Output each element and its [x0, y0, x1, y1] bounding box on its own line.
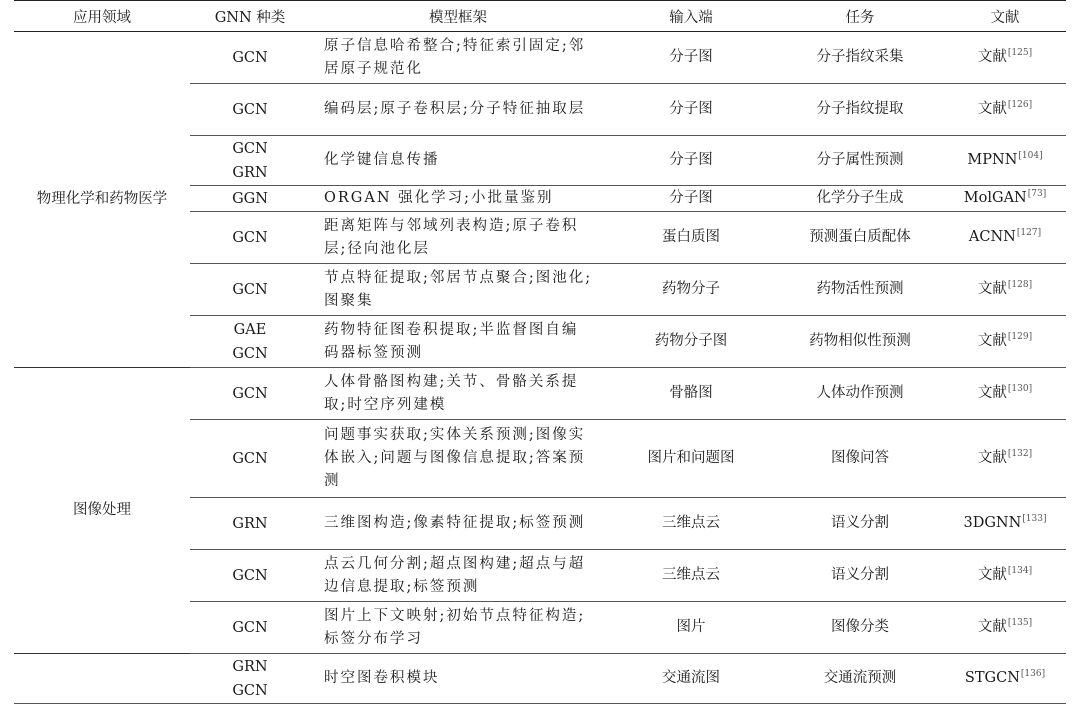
task-cell: 药物相似性预测 — [776, 316, 944, 368]
model-framework-cell: ORGAN 强化学习;小批量鉴别 — [310, 186, 606, 212]
table-body — [14, 32, 1066, 704]
task-cell: 预测蛋白质配体 — [776, 212, 944, 264]
task-cell: 语义分割 — [776, 498, 944, 550]
model-framework-cell: 时空图卷积模块 — [310, 654, 606, 704]
reference-text: 文献 — [977, 49, 1007, 65]
citation-number: [127] — [1016, 228, 1042, 238]
input-cell: 三维点云 — [606, 550, 776, 602]
model-framework-cell: 节点特征提取;邻居节点聚合;图池化;图聚集 — [310, 264, 606, 316]
table-row — [14, 368, 1066, 420]
gnn-type-label: GCN — [232, 619, 268, 636]
gnn-type-label: GCN — [232, 385, 268, 402]
reference-text: 文献 — [977, 281, 1007, 297]
reference-cell — [944, 32, 1066, 84]
gnn-type-label: GCN — [232, 682, 268, 699]
application-area-cell — [14, 654, 190, 704]
header-model-framework: 模型框架 — [310, 1, 606, 32]
input-cell: 分子图 — [606, 84, 776, 136]
citation-number: [126] — [1007, 100, 1033, 110]
reference-text: 文献 — [977, 385, 1007, 401]
citation-number: [132] — [1007, 449, 1033, 459]
gnn-type-cell — [190, 420, 310, 498]
task-cell: 图像问答 — [776, 420, 944, 498]
model-framework-cell: 距离矩阵与邻域列表构造;原子卷积层;径向池化层 — [310, 212, 606, 264]
task-cell: 人体动作预测 — [776, 368, 944, 420]
reference-text: 文献 — [977, 101, 1007, 117]
gnn-type-label: GCN — [232, 345, 268, 362]
input-cell: 三维点云 — [606, 498, 776, 550]
input-cell: 分子图 — [606, 32, 776, 84]
input-cell: 骨骼图 — [606, 368, 776, 420]
gnn-type-label: GRN — [232, 164, 268, 181]
input-cell: 图片 — [606, 602, 776, 654]
gnn-type-cell — [190, 498, 310, 550]
citation-number: [125] — [1007, 48, 1033, 58]
citation-number: [133] — [1022, 514, 1047, 524]
gnn-type-label: GRN — [232, 658, 268, 675]
reference-text: MPNN — [967, 152, 1018, 168]
reference-text: 文献 — [977, 450, 1007, 466]
task-cell: 化学分子生成 — [776, 186, 944, 212]
task-cell: 分子属性预测 — [776, 136, 944, 186]
reference-text: 文献 — [977, 567, 1007, 583]
gnn-application-table — [14, 0, 1066, 704]
input-cell: 分子图 — [606, 136, 776, 186]
reference-cell — [944, 84, 1066, 136]
gnn-type-label: GCN — [232, 281, 268, 298]
reference-cell — [944, 368, 1066, 420]
model-framework-cell: 图片上下文映射;初始节点特征构造;标签分布学习 — [310, 602, 606, 654]
input-cell: 交通流图 — [606, 654, 776, 704]
gnn-type-label: GGN — [232, 190, 268, 207]
gnn-type-cell — [190, 212, 310, 264]
model-framework-cell: 三维图构造;像素特征提取;标签预测 — [310, 498, 606, 550]
reference-text: 文献 — [977, 619, 1007, 635]
model-framework-cell: 药物特征图卷积提取;半监督图自编码器标签预测 — [310, 316, 606, 368]
task-cell: 语义分割 — [776, 550, 944, 602]
reference-cell — [944, 654, 1066, 704]
gnn-type-cell — [190, 316, 310, 368]
gnn-type-cell — [190, 32, 310, 84]
gnn-type-cell — [190, 654, 310, 704]
task-cell: 分子指纹提取 — [776, 84, 944, 136]
input-cell: 图片和问题图 — [606, 420, 776, 498]
gnn-type-label: GAE — [233, 321, 267, 338]
reference-cell — [944, 316, 1066, 368]
task-cell: 交通流预测 — [776, 654, 944, 704]
reference-cell — [944, 264, 1066, 316]
gnn-type-cell — [190, 550, 310, 602]
gnn-type-label: GCN — [232, 450, 268, 467]
citation-number: [129] — [1007, 332, 1033, 342]
citation-number: [136] — [1020, 669, 1046, 679]
model-framework-cell: 点云几何分割;超点图构建;超点与超边信息提取;标签预测 — [310, 550, 606, 602]
reference-cell — [944, 550, 1066, 602]
gnn-type-cell — [190, 186, 310, 212]
citation-number: [130] — [1007, 384, 1033, 394]
header-row — [14, 1, 1066, 32]
application-area-cell: 图像处理 — [14, 368, 190, 654]
reference-text: ACNN — [968, 229, 1016, 245]
header-input: 输入端 — [606, 1, 776, 32]
header-area: 应用领域 — [14, 1, 190, 32]
citation-number: [128] — [1007, 280, 1033, 290]
model-framework-cell: 化学键信息传播 — [310, 136, 606, 186]
citation-number: [73] — [1027, 189, 1047, 199]
gnn-type-cell — [190, 602, 310, 654]
gnn-type-label: GCN — [232, 140, 268, 157]
table-row — [14, 654, 1066, 704]
model-framework-cell: 编码层;原子卷积层;分子特征抽取层 — [310, 84, 606, 136]
model-framework-cell: 人体骨骼图构建;关节、骨骼关系提取;时空序列建模 — [310, 368, 606, 420]
gnn-type-label: GCN — [232, 101, 268, 118]
reference-text: 3DGNN — [963, 515, 1022, 531]
reference-cell — [944, 420, 1066, 498]
task-cell: 药物活性预测 — [776, 264, 944, 316]
model-framework-cell: 问题事实获取;实体关系预测;图像实体嵌入;问题与图像信息提取;答案预测 — [310, 420, 606, 498]
application-area-cell: 物理化学和药物医学 — [14, 32, 190, 368]
table-page — [14, 0, 1070, 719]
reference-cell — [944, 136, 1066, 186]
gnn-type-label: GCN — [232, 567, 268, 584]
gnn-type-label: GRN — [232, 515, 268, 532]
reference-cell — [944, 186, 1066, 212]
citation-number: [135] — [1007, 618, 1033, 628]
header-reference: 文献 — [944, 1, 1066, 32]
input-cell: 药物分子 — [606, 264, 776, 316]
task-cell: 图像分类 — [776, 602, 944, 654]
input-cell: 药物分子图 — [606, 316, 776, 368]
gnn-type-label: GCN — [232, 229, 268, 246]
model-framework-cell: 原子信息哈希整合;特征索引固定;邻居原子规范化 — [310, 32, 606, 84]
reference-text: STGCN — [964, 670, 1020, 686]
reference-text: MolGAN — [963, 190, 1027, 206]
gnn-type-cell — [190, 84, 310, 136]
table-row — [14, 32, 1066, 84]
input-cell: 蛋白质图 — [606, 212, 776, 264]
gnn-type-label: GCN — [232, 49, 268, 66]
input-cell: 分子图 — [606, 186, 776, 212]
reference-cell — [944, 498, 1066, 550]
task-cell: 分子指纹采集 — [776, 32, 944, 84]
reference-cell — [944, 212, 1066, 264]
gnn-type-cell — [190, 368, 310, 420]
gnn-type-cell — [190, 264, 310, 316]
reference-text: 文献 — [977, 333, 1007, 349]
header-gnn-type: GNN 种类 — [190, 1, 310, 32]
citation-number: [134] — [1007, 566, 1033, 576]
gnn-type-cell — [190, 136, 310, 186]
header-task: 任务 — [776, 1, 944, 32]
reference-cell — [944, 602, 1066, 654]
citation-number: [104] — [1018, 151, 1043, 161]
